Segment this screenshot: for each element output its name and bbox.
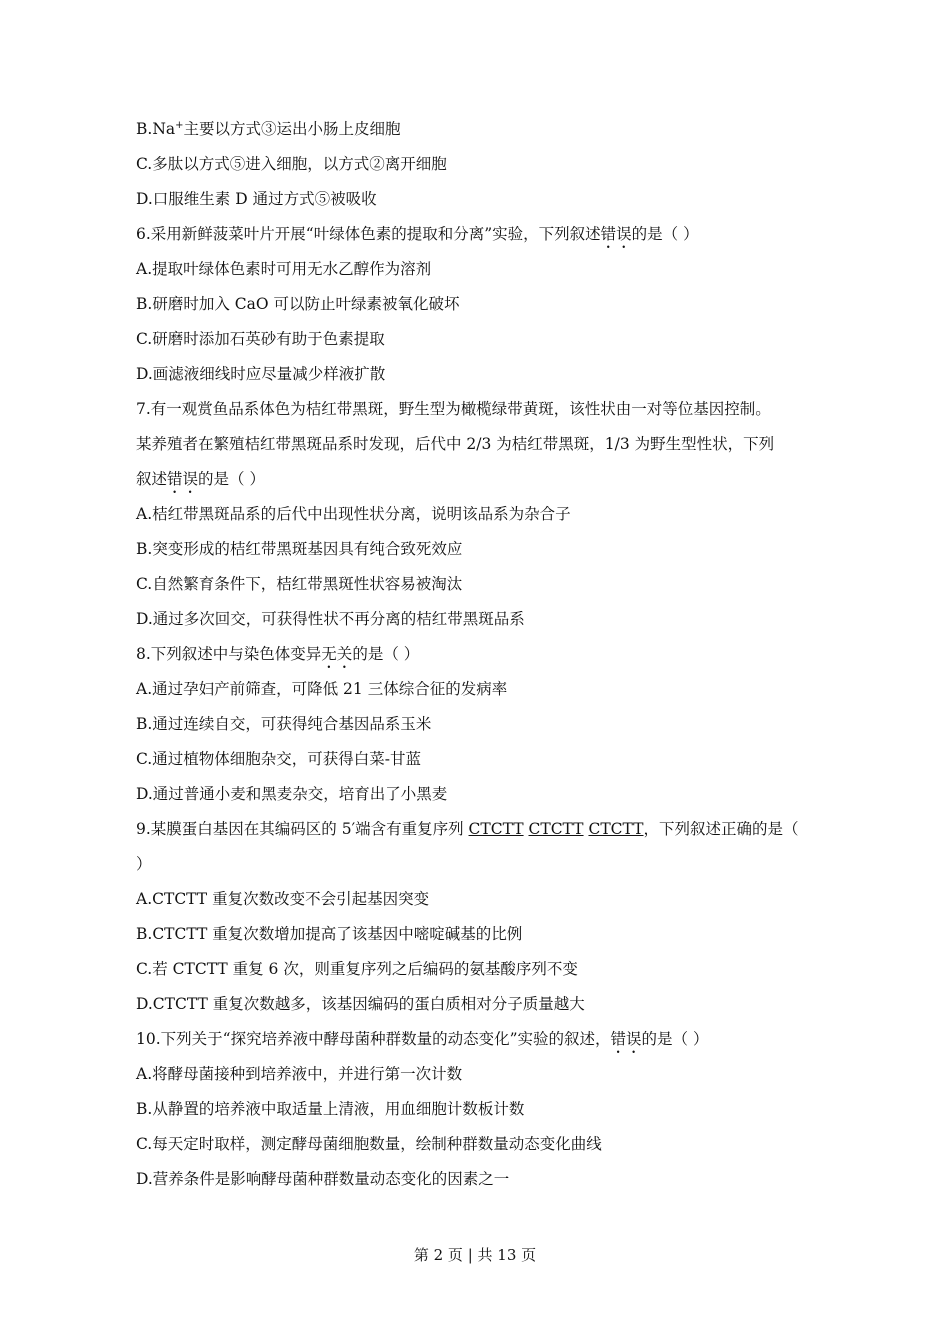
q9-option-a: A.CTCTT 重复次数改变不会引起基因突变 <box>136 890 430 908</box>
q7-option-d: D.通过多次回交，可获得性状不再分离的桔红带黑斑品系 <box>136 610 525 628</box>
q10-option-b: B.从静置的培养液中取适量上清液，用血细胞计数板计数 <box>136 1100 525 1118</box>
q8-option-a: A.通过孕妇产前筛查，可降低 21 三体综合征的发病率 <box>136 680 508 698</box>
q9-option-b: B.CTCTT 重复次数增加提高了该基因中嘧啶碱基的比例 <box>136 925 523 943</box>
q8-option-b: B.通过连续自交，可获得纯合基因品系玉米 <box>136 715 432 733</box>
q9-seq-1: CTCTT <box>468 820 524 838</box>
q6-option-a: A.提取叶绿体色素时可用无水乙醇作为溶剂 <box>136 260 432 278</box>
q9-seq-2: CTCTT <box>528 820 584 838</box>
q7-option-c: C.自然繁育条件下，桔红带黑斑性状容易被淘汰 <box>136 575 463 593</box>
q6-option-c: C.研磨时添加石英砂有助于色素提取 <box>136 330 385 348</box>
q5-option-d: D.口服维生素 D 通过方式⑤被吸收 <box>136 190 377 208</box>
q8-option-c: C.通过植物体细胞杂交，可获得白菜-甘蓝 <box>136 750 421 768</box>
q9-stem: 9.某膜蛋白基因在其编码区的 5′端含有重复序列 CTCTT CTCTT CTCTT，下列叙述正确的是（ <box>136 820 799 838</box>
q7-option-a: A.桔红带黑斑品系的后代中出现性状分离，说明该品系为杂合子 <box>136 505 571 523</box>
q5-option-c: C.多肽以方式⑤进入细胞，以方式②离开细胞 <box>136 155 447 173</box>
q10-option-c: C.每天定时取样，测定酵母菌细胞数量，绘制种群数量动态变化曲线 <box>136 1135 602 1153</box>
q10-stem: 10.下列关于“探究培养液中酵母菌种群数量的动态变化”实验的叙述，错误的是（ ） <box>136 1030 709 1048</box>
q7-stem-line1: 7.有一观赏鱼品系体色为桔红带黑斑，野生型为橄榄绿带黄斑，该性状由一对等位基因控制。 <box>136 400 771 418</box>
q10-option-d: D.营养条件是影响酵母菌种群数量动态变化的因素之一 <box>136 1170 510 1188</box>
q9-seq-3: CTCTT <box>588 820 644 838</box>
q6-stem: 6.采用新鲜菠菜叶片开展“叶绿体色素的提取和分离”实验，下列叙述错误的是（ ） <box>136 225 699 243</box>
q10-option-a: A.将酵母菌接种到培养液中，并进行第一次计数 <box>136 1065 463 1083</box>
question-content <box>136 112 826 1197</box>
q9-option-d: D.CTCTT 重复次数越多，该基因编码的蛋白质相对分子质量越大 <box>136 995 585 1013</box>
q8-option-d: D.通过普通小麦和黑麦杂交，培育出了小黑麦 <box>136 785 448 803</box>
q7-option-b: B.突变形成的桔红带黑斑基因具有纯合致死效应 <box>136 540 463 558</box>
q6-option-d: D.画滤液细线时应尽量减少样液扩散 <box>136 365 386 383</box>
q7-stem-line2: 某养殖者在繁殖桔红带黑斑品系时发现，后代中 2/3 为桔红带黑斑，1/3 为野生型性状，下列 <box>136 435 775 453</box>
q9-option-c: C.若 CTCTT 重复 6 次，则重复序列之后编码的氨基酸序列不变 <box>136 960 578 978</box>
q9-stem-close: ） <box>136 855 152 873</box>
q7-stem-line3: 叙述错误的是（ ） <box>136 470 265 488</box>
page-footer: 第 2 页 | 共 13 页 <box>413 1246 537 1264</box>
q6-option-b: B.研磨时加入 CaO 可以防止叶绿素被氧化破坏 <box>136 295 460 313</box>
q5-option-b: B.Na+主要以方式③运出小肠上皮细胞 <box>136 119 401 138</box>
q8-stem: 8.下列叙述中与染色体变异无关的是（ ） <box>136 645 420 663</box>
